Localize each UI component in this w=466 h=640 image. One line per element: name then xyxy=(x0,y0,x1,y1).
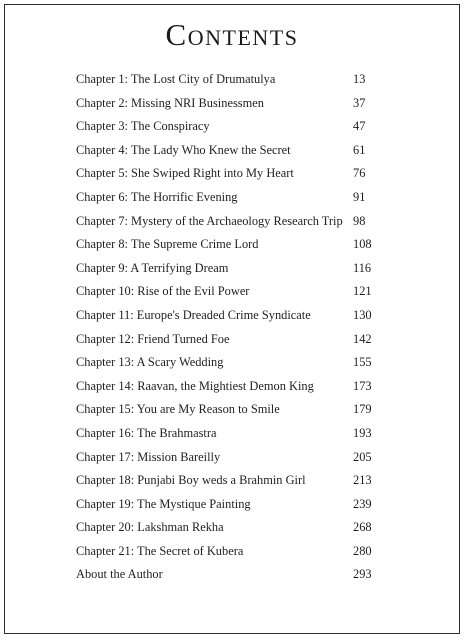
toc-entry-page-number: 108 xyxy=(353,237,372,252)
toc-entry-label: Chapter 2: Missing NRI Businessmen xyxy=(76,95,264,110)
toc-entry[interactable] xyxy=(76,69,386,93)
toc-entry-label: Chapter 21: The Secret of Kubera xyxy=(76,543,244,558)
toc-entry-page-number: 173 xyxy=(353,378,372,393)
toc-entry-label: Chapter 5: She Swiped Right into My Heart xyxy=(76,166,294,181)
toc-entry-page-number: 47 xyxy=(353,119,366,134)
toc-entry[interactable] xyxy=(76,93,386,117)
toc-entry-label: Chapter 8: The Supreme Crime Lord xyxy=(76,237,259,252)
toc-entry-label: Chapter 19: The Mystique Painting xyxy=(76,496,251,511)
toc-entry[interactable] xyxy=(76,116,386,140)
toc-entry-page-number: 130 xyxy=(353,307,372,322)
toc-entry-page-number: 13 xyxy=(353,72,366,86)
toc-entry-label: Chapter 16: The Brahmastra xyxy=(76,425,217,440)
toc-entry[interactable] xyxy=(76,258,386,282)
toc-entry[interactable] xyxy=(76,329,386,353)
toc-entry-page-number: 213 xyxy=(353,473,372,488)
toc-entry-label: Chapter 14: Raavan, the Mightiest Demon King xyxy=(76,378,314,393)
toc-entry-label: Chapter 11: Europe's Dreaded Crime Syndicate xyxy=(76,307,311,322)
toc-entry-page-number: 239 xyxy=(353,496,372,511)
toc-entry-label: Chapter 3: The Conspiracy xyxy=(76,119,210,134)
toc-entry-page-number: 76 xyxy=(353,166,366,181)
toc-entry-page-number: 142 xyxy=(353,331,372,346)
toc-entry[interactable] xyxy=(76,470,386,494)
toc-entry-label: Chapter 9: A Terrifying Dream xyxy=(76,260,229,275)
toc-entry[interactable] xyxy=(76,163,386,187)
toc-entry[interactable] xyxy=(76,541,386,565)
toc-entry-page-number: 91 xyxy=(353,189,366,204)
toc-entry-label: Chapter 7: Mystery of the Archaeology Research Trip xyxy=(76,213,343,228)
toc-entry-page-number: 293 xyxy=(353,567,372,582)
toc-entry-page-number: 116 xyxy=(353,260,372,275)
toc-entry[interactable] xyxy=(76,447,386,471)
toc-entry[interactable] xyxy=(76,211,386,235)
page-title: Contents xyxy=(165,17,299,52)
toc-entry-page-number: 37 xyxy=(353,95,366,110)
toc-entry-page-number: 61 xyxy=(353,142,366,157)
toc-entry-page-number: 179 xyxy=(353,402,372,417)
page-frame xyxy=(4,4,460,634)
toc-entry[interactable] xyxy=(76,234,386,258)
toc-entry[interactable] xyxy=(76,187,386,211)
toc-entry-page-number: 280 xyxy=(353,543,372,558)
toc-entry[interactable] xyxy=(76,140,386,164)
toc-entry[interactable] xyxy=(76,376,386,400)
toc-entry[interactable] xyxy=(76,564,386,588)
toc-entry[interactable] xyxy=(76,399,386,423)
toc-entry-label: Chapter 12: Friend Turned Foe xyxy=(76,331,230,346)
toc-entry-label: Chapter 6: The Horrific Evening xyxy=(76,189,238,204)
table-of-contents xyxy=(76,69,386,588)
toc-entry-page-number: 268 xyxy=(353,520,372,535)
toc-entry-label: Chapter 15: You are My Reason to Smile xyxy=(76,402,280,417)
toc-entry-page-number: 98 xyxy=(353,213,366,228)
toc-entry-page-number: 205 xyxy=(353,449,372,464)
toc-entry-label: Chapter 10: Rise of the Evil Power xyxy=(76,284,250,299)
toc-entry-label: Chapter 4: The Lady Who Knew the Secret xyxy=(76,142,291,157)
toc-entry[interactable] xyxy=(76,517,386,541)
toc-entry[interactable] xyxy=(76,494,386,518)
toc-entry[interactable] xyxy=(76,305,386,329)
toc-entry[interactable] xyxy=(76,281,386,305)
toc-entry-page-number: 155 xyxy=(353,355,372,370)
toc-entry-label: Chapter 13: A Scary Wedding xyxy=(76,355,224,370)
toc-entry-label: Chapter 18: Punjabi Boy weds a Brahmin Girl xyxy=(76,473,306,488)
toc-entry-label: Chapter 20: Lakshman Rekha xyxy=(76,520,224,535)
toc-entry-page-number: 121 xyxy=(353,284,372,299)
toc-entry-label: Chapter 1: The Lost City of Drumatulya xyxy=(76,72,276,86)
toc-entry[interactable] xyxy=(76,352,386,376)
toc-entry-page-number: 193 xyxy=(353,425,372,440)
toc-entry-label: About the Author xyxy=(76,567,163,582)
toc-entry[interactable] xyxy=(76,423,386,447)
toc-entry-label: Chapter 17: Mission Bareilly xyxy=(76,449,221,464)
